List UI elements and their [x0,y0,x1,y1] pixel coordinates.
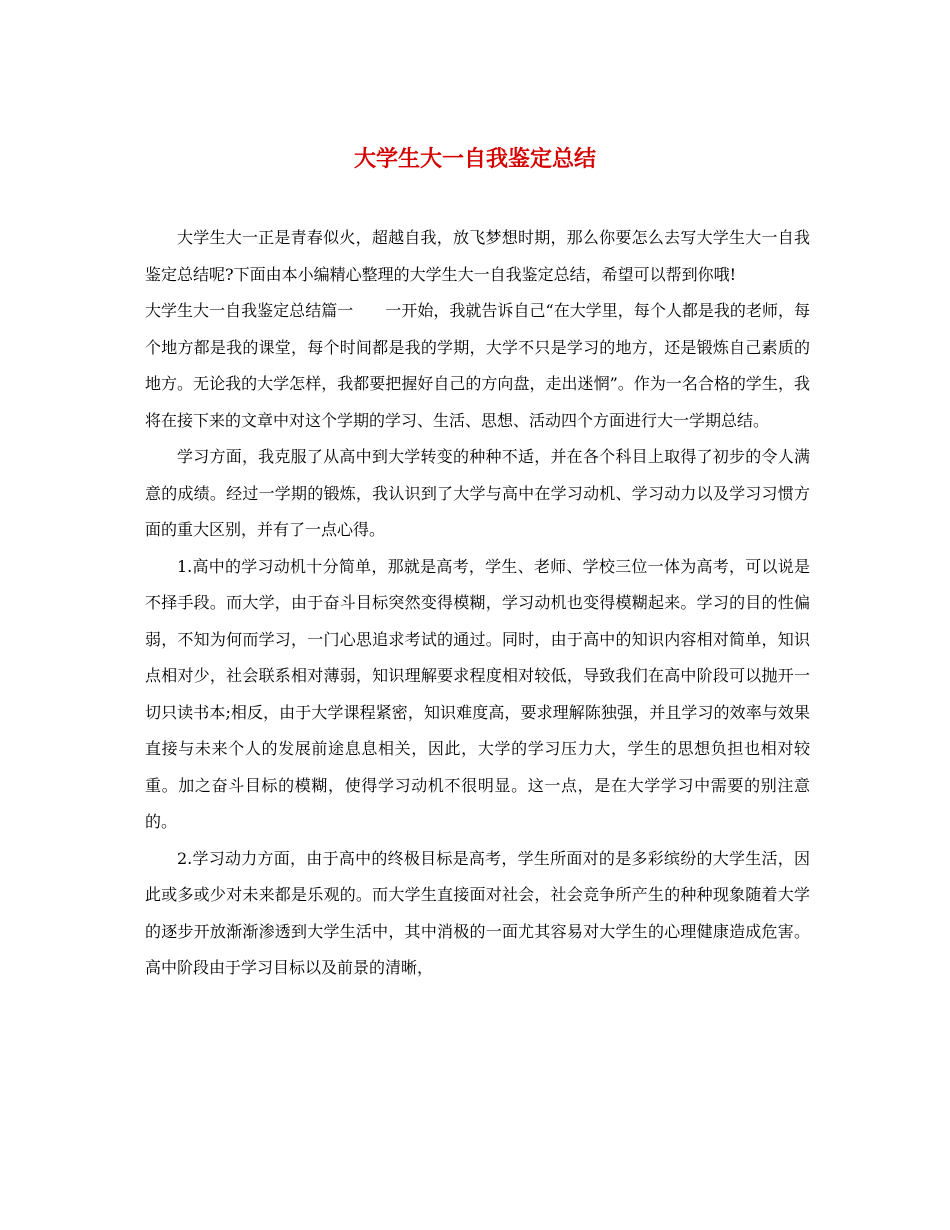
paragraph-intro: 大学生大一正是青春似火，超越自我，放飞梦想时期，那么你要怎么去写大学生大一自我鉴定总结呢?下面由本小编精心整理的大学生大一自我鉴定总结，希望可以帮到你哦! [145,228,810,284]
paragraph-section-one: 大学生大一自我鉴定总结篇一 一开始，我就告诉自己“在大学里，每个人都是我的老师，每个地方都是我的课堂，每个时间都是我的学期，大学不只是学习的地方，还是锻炼自己素质的地方。无论我的大学怎样，我都要把握好自己的方向盘，走出迷惘”。作为一名合格的学生，我将在接下来的文章中对这个学期的学习、生活、思想、活动四个方面进行大一学期总结。 [145,301,810,430]
paragraph-point-2: 2.学习动力方面，由于高中的终极目标是高考，学生所面对的是多彩缤纷的大学生活，因此或多或少对未来都是乐观的。而大学生直接面对社会，社会竞争所产生的种种现象随着大学的逐步开放渐渐渗透到大学生活中，其中消极的一面尤其容易对大学生的心理健康造成危害。高中阶段由于学习目标以及前景的清晰， [145,848,810,977]
document-body [145,220,810,987]
document-title: 大学生大一自我鉴定总结 [353,147,596,172]
paragraph-point-1: 1.高中的学习动机十分简单，那就是高考，学生、老师、学校三位一体为高考，可以说是不择手段。而大学，由于奋斗目标突然变得模糊，学习动机也变得模糊起来。学习的目的性偏弱，不知为何而学习，一门心思追求考试的通过。同时，由于高中的知识内容相对简单，知识点相对少，社会联系相对薄弱，知识理解要求程度相对较低，导致我们在高中阶段可以抛开一切只读书本;相反，由于大学课程紧密，知识难度高，要求理解陈独强，并且学习的效率与效果直接与未来个人的发展前途息息相关，因此，大学的学习压力大，学生的思想负担也相对较重。加之奋斗目标的模糊，使得学习动机不很明显。这一点，是在大学学习中需要的别注意的。 [145,556,810,831]
paragraph-study-overview: 学习方面，我克服了从高中到大学转变的种种不适，并在各个科目上取得了初步的令人满意的成绩。经过一学期的锻炼，我认识到了大学与高中在学习动机、学习动力以及学习习惯方面的重大区别，并有了一点心得。 [145,447,810,539]
